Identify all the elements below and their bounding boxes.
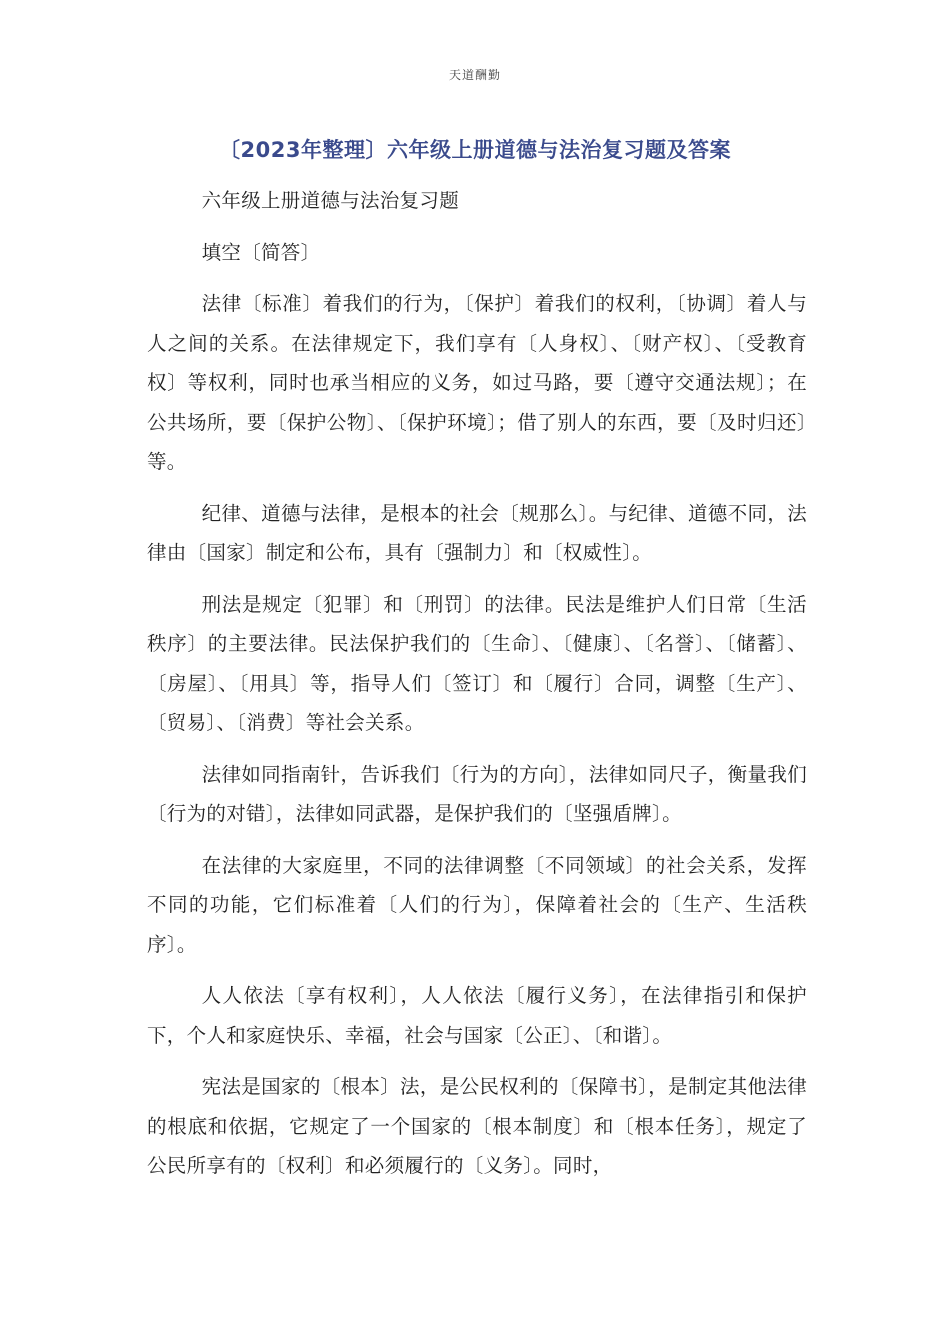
- page-header: 天道酬勤: [448, 68, 501, 82]
- paragraph: 人人依法〔享有权利〕，人人依法〔履行义务〕，在法律指引和保护下，个人和家庭快乐、幸福，社会与国家〔公正〕、〔和谐〕。: [147, 984, 807, 1047]
- section-heading: 填空〔简答〕: [201, 240, 321, 264]
- paragraph: 法律如同指南针，告诉我们〔行为的方向〕，法律如同尺子，衡量我们〔行为的对错〕，法律如同武器，是保护我们的〔坚强盾牌〕。: [147, 762, 807, 825]
- paragraph: 纪律、道德与法律，是根本的社会〔规那么〕。与纪律、道德不同，法律由〔国家〕制定和公布，具有〔强制力〕和〔权威性〕。: [147, 501, 807, 564]
- document-body: [147, 181, 807, 1198]
- paragraph: 在法律的大家庭里，不同的法律调整〔不同领域〕的社会关系，发挥不同的功能，它们标准着〔人们的行为〕，保障着社会的〔生产、生活秩序〕。: [147, 853, 807, 956]
- document-title: 〔2023年整理〕六年级上册道德与法治复习题及答案: [219, 138, 731, 162]
- paragraph: 刑法是规定〔犯罪〕和〔刑罚〕的法律。民法是维护人们日常〔生活秩序〕的主要法律。民法保护我们的〔生命〕、〔健康〕、〔名誉〕、〔储蓄〕、〔房屋〕、〔用具〕等，指导人们〔签订〕和〔履行〕合同，调整〔生产〕、〔贸易〕、〔消费〕等社会关系。: [147, 592, 807, 734]
- paragraph: 法律〔标准〕着我们的行为，〔保护〕着我们的权利，〔协调〕着人与人之间的关系。在法律规定下，我们享有〔人身权〕、〔财产权〕、〔受教育权〕等权利，同时也承当相应的义务，如过马路，要〔遵守交通法规〕；在公共场所，要〔保护公物〕、〔保护环境〕；借了别人的东西，要〔及时归还〕等。: [147, 292, 807, 473]
- paragraph: 宪法是国家的〔根本〕法，是公民权利的〔保障书〕，是制定其他法律的根底和依据，它规定了一个国家的〔根本制度〕和〔根本任务〕，规定了公民所享有的〔权利〕和必须履行的〔义务〕。同时，: [147, 1075, 807, 1177]
- document-subtitle: 六年级上册道德与法治复习题: [201, 189, 459, 212]
